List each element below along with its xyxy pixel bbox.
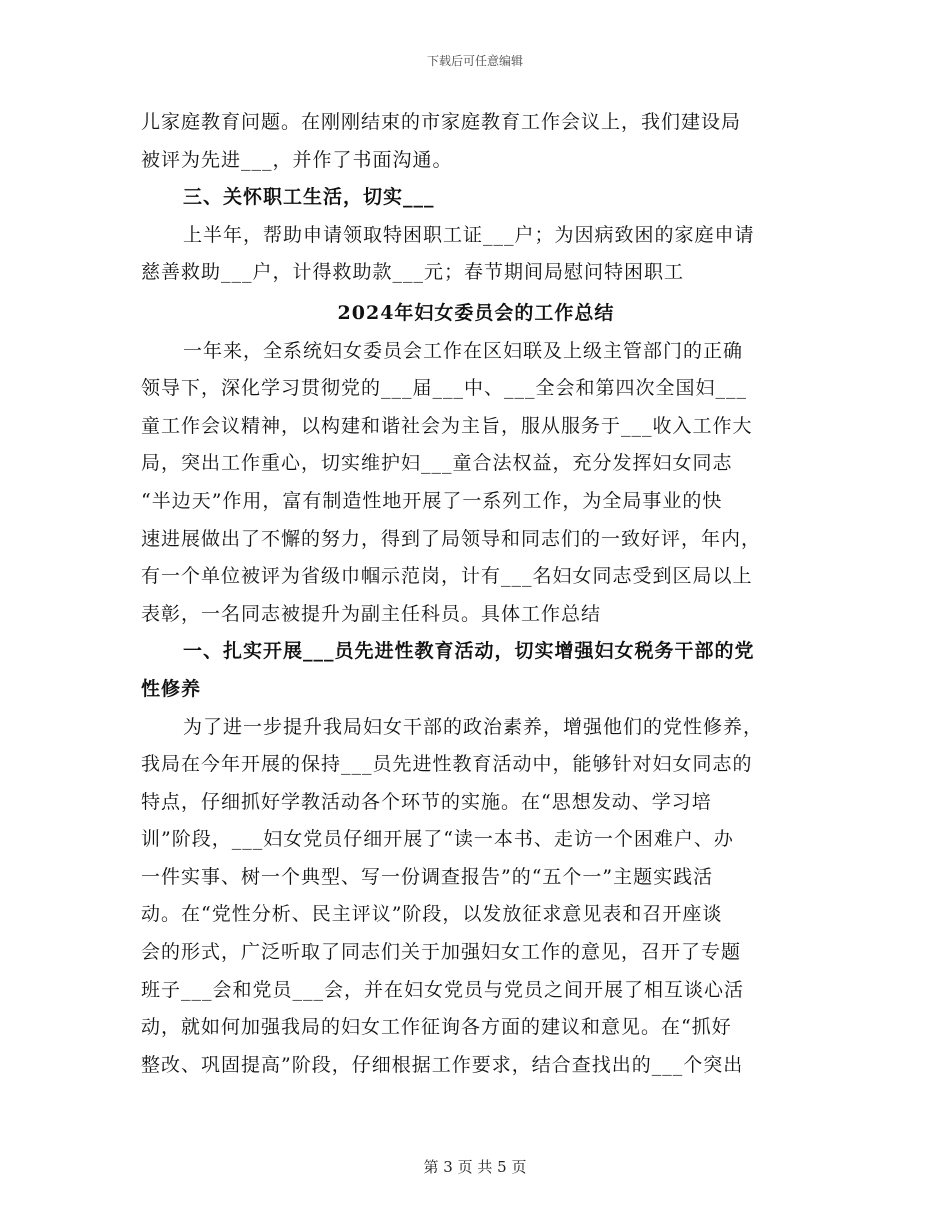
text-line: 速进展做出了不懈的努力，得到了局领导和同志们的一致好评，年内， <box>141 527 762 550</box>
text-line: 会的形式，广泛听取了同志们关于加强妇女工作的意见，召开了专题 <box>141 941 742 964</box>
text-line: 为了进一步提升我局妇女干部的政治素养，增强他们的党性修养， <box>183 715 764 738</box>
text-line: 上半年，帮助申请领取特困职工证___户；为因病致困的家庭申请 <box>183 223 755 246</box>
text-line: 班子___会和党员___会，并在妇女党员与党员之间开展了相互谈心活 <box>141 978 745 1001</box>
text-line: 动。在“党性分析、民主评议”阶段，以发放征求意见表和召开座谈 <box>141 903 723 926</box>
text-line: 领导下，深化学习贯彻党的___届___中、___全会和第四次全国妇___ <box>141 377 748 400</box>
page-footer-number: 第 3 页 共 5 页 <box>423 1158 527 1176</box>
text-line: 训”阶段，___妇女党员仔细开展了“读一本书、走访一个困难户、办 <box>141 828 734 851</box>
text-line: 一年来，全系统妇女委员会工作在区妇联及上级主管部门的正确 <box>183 339 744 362</box>
text-line: 慈善救助___户，计得救助款___元；春节期间局慰问特困职工 <box>141 261 685 284</box>
text-line: 特点，仔细抓好学教活动各个环节的实施。在“思想发动、学习培 <box>141 790 712 813</box>
text-line: 儿家庭教育问题。在刚刚结束的市家庭教育工作会议上，我们建设局 <box>141 111 742 133</box>
text-line: 局，突出工作重心，切实维护妇___童合法权益，充分发挥妇女同志 <box>141 452 733 475</box>
text-line: 一件实事、树一个典型、写一份调查报告”的“五个一”主题实践活 <box>141 865 714 888</box>
text-line: 被评为先进___，并作了书面沟通。 <box>141 148 453 171</box>
text-line: “半边天”作用，富有制造性地开展了一系列工作，为全局事业的快 <box>141 489 723 512</box>
section-heading: 性修养 <box>141 677 202 700</box>
text-line: 有一个单位被评为省级巾帼示范岗，计有___名妇女同志受到区局以上 <box>141 565 753 588</box>
document-title: 2024年妇女委员会的工作总结 <box>337 301 615 324</box>
document-body <box>141 104 811 1084</box>
text-line: 动，就如何加强我局的妇女工作征询各方面的建议和意见。在“抓好 <box>141 1016 732 1039</box>
page-header-note: 下载后可任意编辑 <box>426 54 523 68</box>
section-heading: 一、扎实开展___员先进性教育活动，切实增强妇女税务干部的党 <box>183 640 755 663</box>
text-line: 童工作会议精神，以构建和谐社会为主旨，服从服务于___收入工作大 <box>141 414 753 437</box>
text-line: 表彰，一名同志被提升为副主任科员。具体工作总结 <box>141 602 602 625</box>
section-heading: 三、关怀职工生活，切实___ <box>183 186 435 209</box>
text-line: 整改、巩固提高”阶段，仔细根据工作要求，结合查找出的___个突出 <box>141 1053 744 1076</box>
text-line: 我局在今年开展的保持___员先进性教育活动中，能够针对妇女同志的 <box>141 753 753 776</box>
